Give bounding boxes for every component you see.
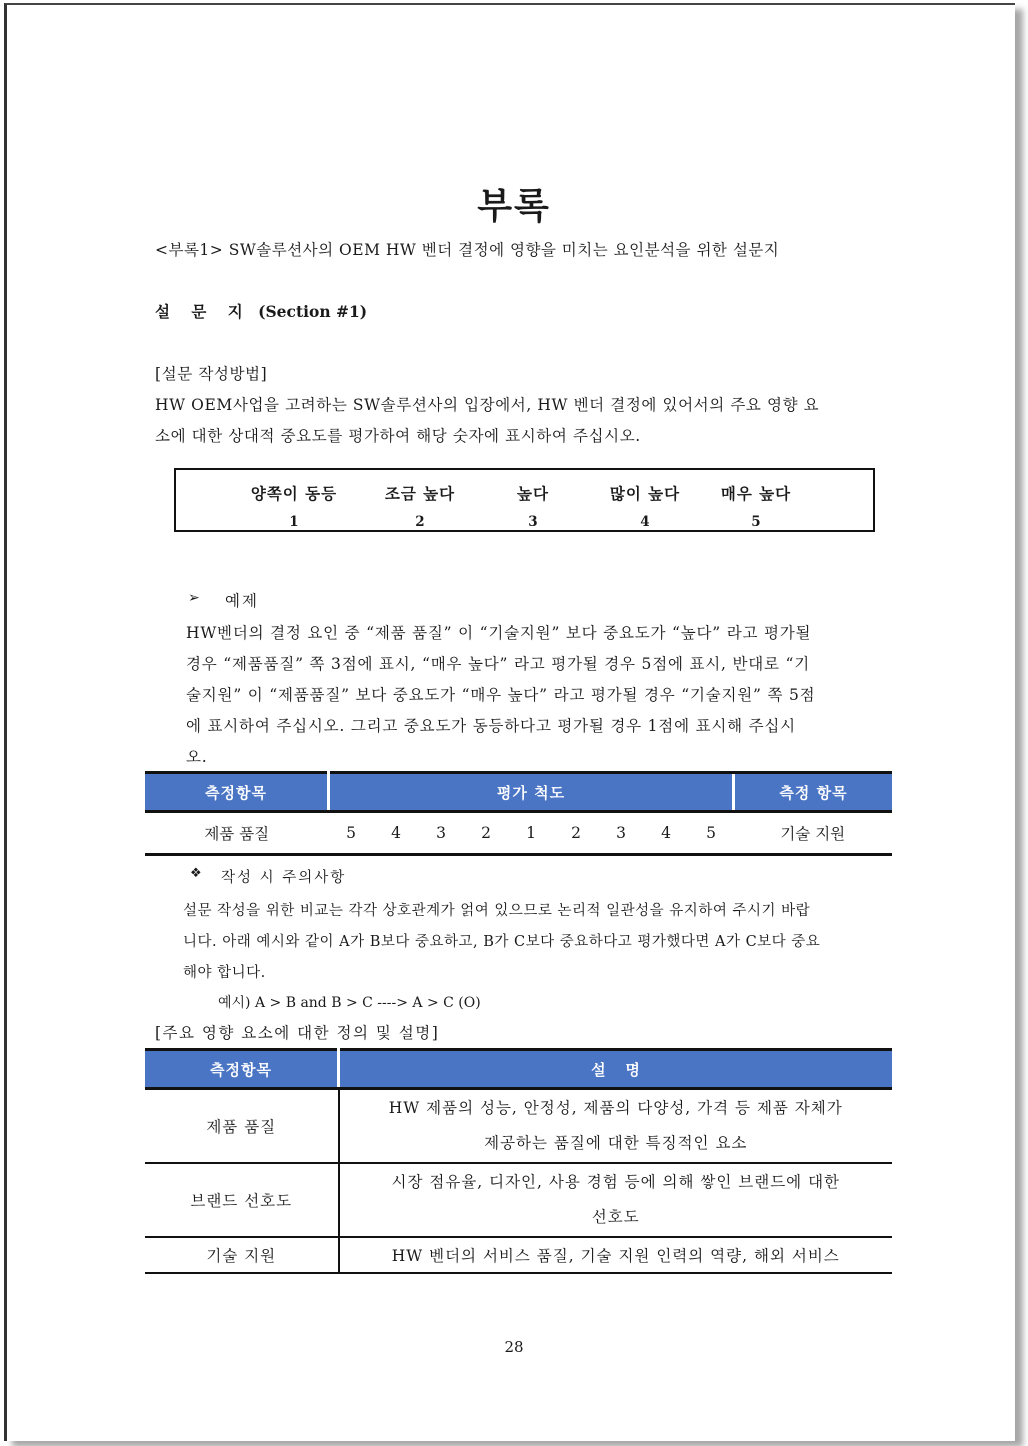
caution-line: 니다. 아래 예시와 같이 A가 B보다 중요하고, B가 C보다 중요하다고 평가했다면 A가 C보다 중요 (183, 934, 821, 950)
method-line: 소에 대한 상대적 중요도를 평가하여 해당 숫자에 표시하여 주십시오. (155, 427, 641, 445)
scale-cell[interactable]: 2 (554, 812, 599, 855)
scale-cell[interactable]: 1 (509, 812, 554, 855)
arrow-bullet-icon: ➢ (188, 590, 200, 606)
table-row (145, 812, 892, 855)
scale-cell[interactable]: 5 (329, 812, 374, 855)
desc-line: HW 벤더의 서비스 품질, 기술 지원 인력의 역량, 해외 서비스 (391, 1247, 840, 1265)
definitions-table (145, 1048, 892, 1274)
item-cell: 브랜드 선호도 (145, 1163, 339, 1237)
scale-cell[interactable]: 4 (644, 812, 689, 855)
scale-label: 양쪽이 동등 (250, 485, 338, 503)
scale-value: 3 (528, 514, 538, 530)
table-header: 설 명 (339, 1050, 893, 1089)
method-line: HW OEM사업을 고려하는 SW솔루션사의 입장에서, HW 벤더 결정에 있어서의 주요 영향 요 (155, 396, 820, 414)
table-header-row (145, 1050, 892, 1089)
desc-line: HW 제품의 성능, 안정성, 제품의 다양성, 가격 등 제품 자체가 (388, 1099, 843, 1117)
desc-line: 시장 점유율, 디자인, 사용 경험 등에 의해 쌓인 브랜드에 대한 (391, 1173, 841, 1191)
table-header-row (145, 773, 892, 812)
evaluation-table (145, 771, 892, 856)
page-number: 28 (504, 1338, 524, 1356)
scale-cell[interactable]: 3 (599, 812, 644, 855)
right-item-cell: 기술 지원 (734, 812, 893, 855)
scale-label: 조금 높다 (384, 485, 456, 503)
desc-cell (339, 1237, 893, 1273)
scale-cell[interactable]: 3 (419, 812, 464, 855)
example-line: HW벤더의 결정 요인 중 “제품 품질” 이 “기술지원” 보다 중요도가 “높다” 라고 평가될 (186, 624, 812, 642)
desc-cell (339, 1163, 893, 1237)
section-name: (Section #1) (258, 302, 368, 321)
survey-subtitle: <부록1> SW솔루션사의 OEM HW 벤더 결정에 영향을 미치는 요인분석을 위한 설문지 (155, 241, 780, 259)
section-label: 설 문 지 (155, 302, 251, 321)
caution-line: 해야 합니다. (183, 965, 266, 981)
table-row (145, 1089, 892, 1164)
left-item-cell: 제품 품질 (145, 812, 329, 855)
page-title: 부록 (477, 186, 551, 227)
example-line: 오. (186, 748, 208, 766)
caution-label: 작성 시 주의사항 (221, 870, 347, 886)
scale-cell[interactable]: 4 (374, 812, 419, 855)
scale-label: 매우 높다 (720, 485, 792, 503)
caution-line: 설문 작성을 위한 비교는 각각 상호관계가 얽여 있으므로 논리적 일관성을 유지하여 주시기 바랍 (183, 903, 811, 919)
table-header: 평가 척도 (329, 773, 734, 812)
method-heading: [설문 작성방법] (155, 365, 268, 383)
scale-value: 4 (640, 514, 650, 530)
item-cell: 제품 품질 (145, 1089, 339, 1164)
example-line: 경우 “제품품질” 쪽 3점에 표시, “매우 높다” 라고 평가될 경우 5점에 표시, 반대로 “기 (186, 655, 811, 673)
table-header: 측정 항목 (734, 773, 893, 812)
caution-example: 예시) A > B and B > C ----> A > C (O) (218, 995, 481, 1011)
diamond-bullet-icon: ❖ (190, 866, 202, 881)
example-line: 술지원” 이 “제품품질” 보다 중요도가 “매우 높다” 라고 평가될 경우 “기술지원” 쪽 5점 (186, 686, 816, 704)
example-label: 예제 (225, 592, 259, 610)
scale-value: 2 (415, 514, 425, 530)
section-title (155, 300, 367, 322)
scale-value: 5 (751, 514, 761, 530)
desc-cell (339, 1089, 893, 1164)
table-header: 측정항목 (145, 1050, 339, 1089)
desc-line: 선호도 (591, 1208, 640, 1226)
scale-label: 많이 높다 (609, 485, 681, 503)
scale-cell[interactable]: 5 (689, 812, 734, 855)
scale-legend-box (174, 468, 875, 532)
item-cell: 기술 지원 (145, 1237, 339, 1273)
scale-label: 높다 (517, 485, 549, 503)
table-row (145, 1237, 892, 1273)
definitions-heading: [주요 영향 요소에 대한 정의 및 설명] (155, 1024, 440, 1042)
desc-line: 제공하는 품질에 대한 특징적인 요소 (484, 1134, 748, 1152)
table-row (145, 1163, 892, 1237)
scale-value: 1 (289, 514, 299, 530)
example-line: 에 표시하여 주십시오. 그리고 중요도가 동등하다고 평가될 경우 1점에 표시해 주십시 (186, 717, 796, 735)
table-header: 측정항목 (145, 773, 329, 812)
scale-cell[interactable]: 2 (464, 812, 509, 855)
